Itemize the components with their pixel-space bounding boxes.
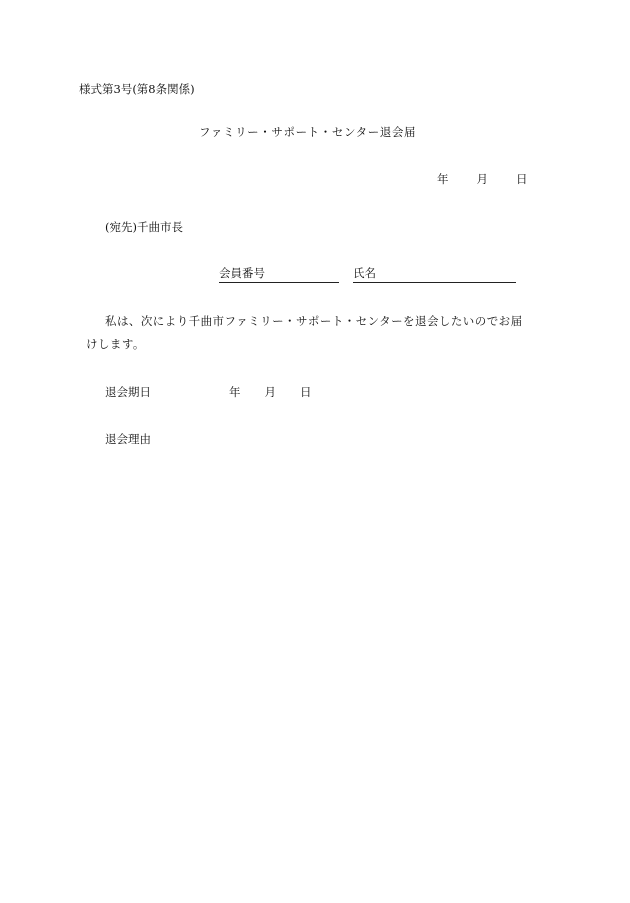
member-number-label: 会員番号 [219, 265, 265, 283]
body-text-line-2: けします。 [86, 337, 145, 351]
document-title: ファミリー・サポート・センター退会届 [199, 125, 417, 139]
date-month-label: 月 [476, 172, 488, 186]
withdrawal-date-row [105, 384, 312, 400]
body-text-line-1: 私は、次により千曲市ファミリー・サポート・センターを退会したいのでお届 [105, 314, 523, 328]
member-name-field[interactable] [376, 268, 516, 283]
form-number: 様式第3号(第8条関係) [79, 82, 195, 96]
member-number-field[interactable] [265, 268, 339, 283]
addressee: (宛先)千曲市長 [105, 220, 183, 234]
member-info-row [219, 265, 516, 283]
withdrawal-month-label: 月 [264, 385, 276, 399]
date-day-label: 日 [516, 172, 528, 186]
withdrawal-day-label: 日 [300, 385, 312, 399]
withdrawal-year-label: 年 [229, 385, 241, 399]
member-name-label: 氏名 [353, 265, 376, 283]
withdrawal-date-label: 退会期日 [105, 385, 151, 399]
withdrawal-reason-label: 退会理由 [105, 432, 151, 446]
date-year-label: 年 [437, 172, 449, 186]
submission-date [437, 171, 528, 187]
